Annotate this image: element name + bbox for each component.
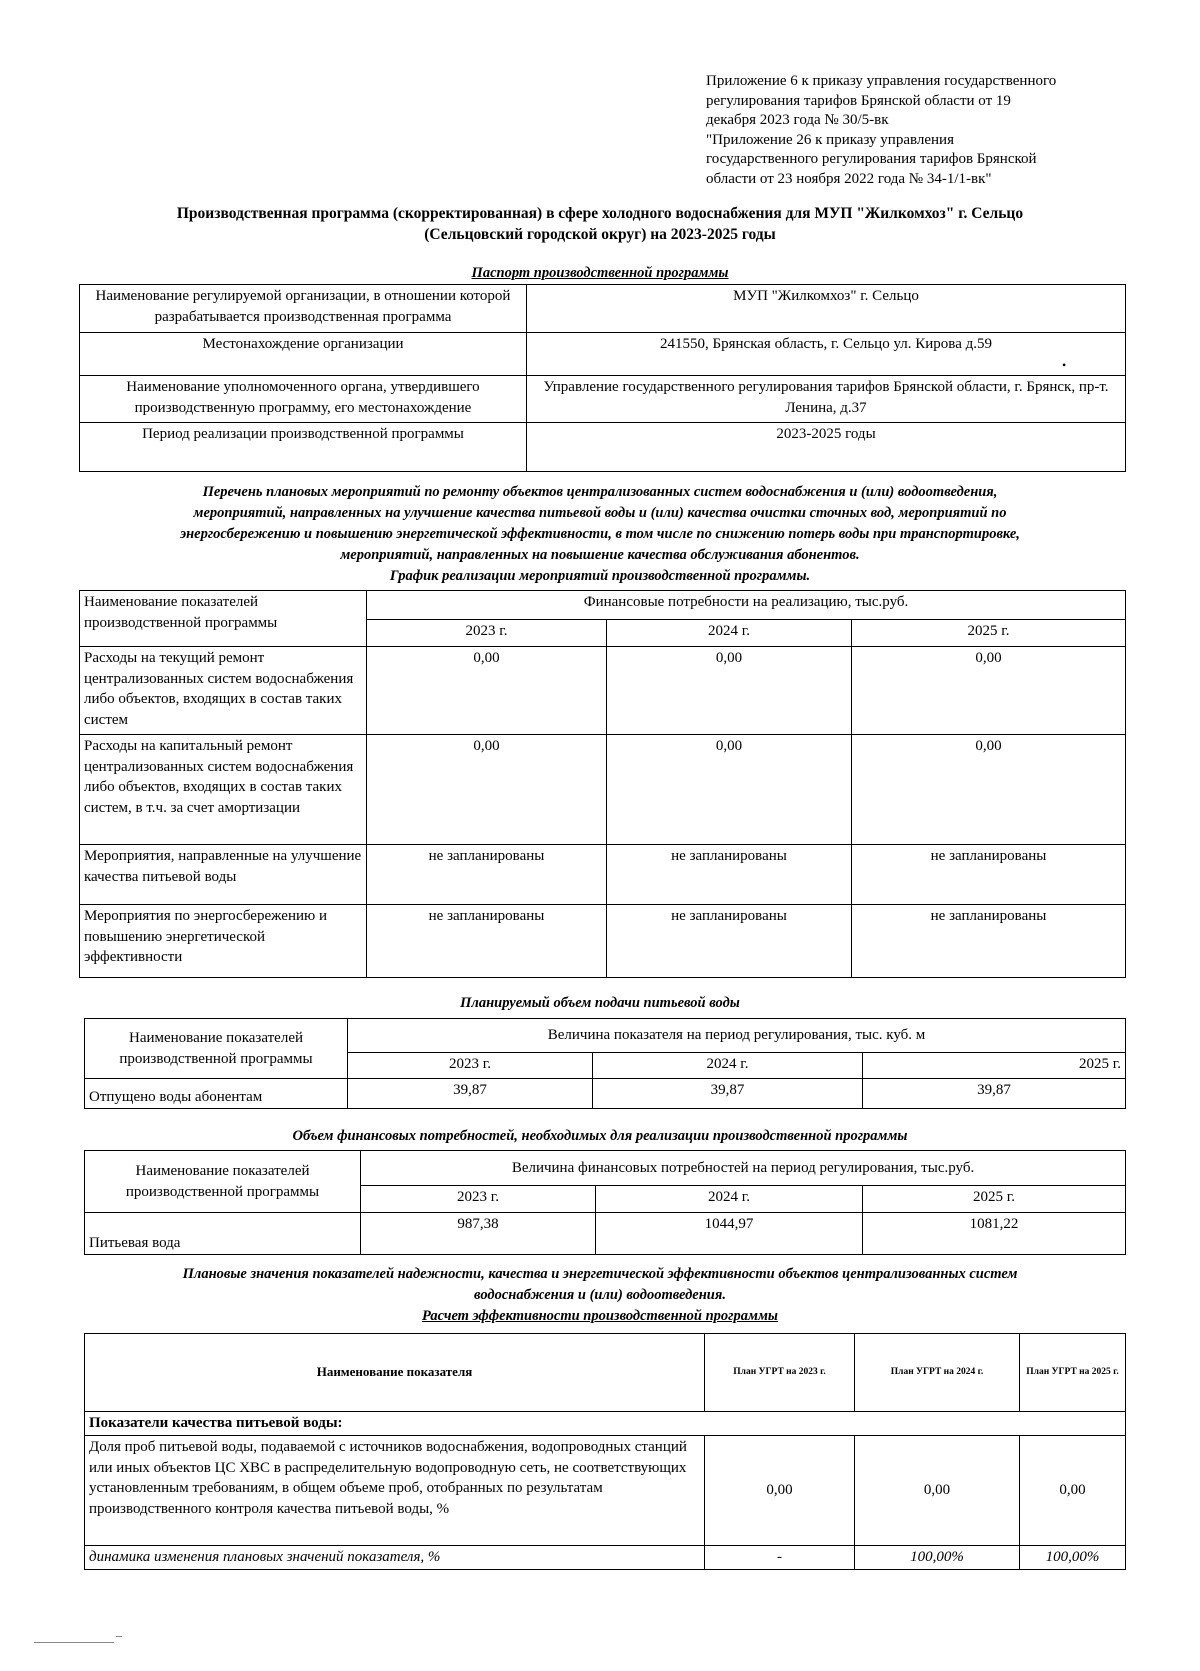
- year-2025: 2025 г.: [863, 1186, 1126, 1213]
- measures-caption: [90, 482, 1110, 587]
- year-2024: 2024 г.: [593, 1053, 863, 1079]
- finance-value: 1044,97: [596, 1213, 863, 1255]
- table-row: [85, 1436, 1126, 1546]
- plan-header-2023: План УГРТ на 2023 г.: [705, 1334, 855, 1412]
- passport-label: Период реализации производственной программы: [80, 423, 527, 472]
- year-2023: 2023 г.: [361, 1186, 596, 1213]
- volume-caption: [90, 993, 1110, 1014]
- volume-caption-text: Планируемый объем подачи питьевой воды: [460, 995, 740, 1011]
- passport-value: 2023-2025 годы: [527, 423, 1126, 472]
- finance-caption: [90, 1126, 1110, 1147]
- volume-value: 39,87: [593, 1079, 863, 1109]
- passport-label: Наименование уполномоченного органа, утвердившего производственную программу, его местонахождение: [80, 376, 527, 423]
- appendix-line: "Приложение 26 к приказу управления: [706, 131, 954, 148]
- table-row: [80, 647, 1126, 735]
- title-line: (Сельцовский городской округ) на 2023-2025 годы: [424, 226, 776, 243]
- appendix-line: государственного регулирования тарифов Брянской: [706, 151, 1037, 167]
- measure-value: не запланированы: [367, 905, 607, 978]
- finance-header-row: [85, 1151, 1126, 1186]
- measure-value: 0,00: [852, 735, 1126, 845]
- finance-value: 1081,22: [863, 1213, 1126, 1255]
- passport-row: [80, 376, 1126, 423]
- measure-value: 0,00: [607, 735, 852, 845]
- calc-caption: Расчет эффективности производственной программы: [422, 1308, 778, 1324]
- measure-value: не запланированы: [367, 845, 607, 905]
- year-2023: 2023 г.: [367, 620, 607, 647]
- scan-dot: •: [1062, 358, 1067, 372]
- measures-header-row: [80, 591, 1126, 620]
- volume-row-name: Отпущено воды абонентам: [85, 1079, 348, 1109]
- measure-value: 0,00: [367, 647, 607, 735]
- finance-header-name: Наименование показателей производственной программы: [85, 1151, 361, 1213]
- measures-table: [79, 590, 1126, 978]
- dynamics-value: 100,00%: [1020, 1546, 1126, 1570]
- measure-value: не запланированы: [852, 905, 1126, 978]
- passport-value: Управление государственного регулирования тарифов Брянской области, г. Брянск, пр-т. Ленина, д.37: [527, 376, 1126, 423]
- appendix-line: декабря 2023 года № 30/5-вк: [706, 112, 889, 128]
- year-2024: 2024 г.: [596, 1186, 863, 1213]
- dynamics-value: -: [705, 1546, 855, 1570]
- measures-caption-line: энергосбережению и повышению энергетической эффективности, в том числе по снижению потерь воды при транспортировке,: [180, 526, 1020, 542]
- finance-row-name: Питьевая вода: [85, 1213, 361, 1255]
- indicator-value: 0,00: [705, 1436, 855, 1546]
- measures-caption-line: Перечень плановых мероприятий по ремонту объектов централизованных систем водоснабжения и (или) водоотведения,: [202, 484, 998, 500]
- measure-value: 0,00: [852, 647, 1126, 735]
- passport-value: МУП "Жилкомхоз" г. Сельцо: [527, 285, 1126, 333]
- plan-header-2025: План УГРТ на 2025 г.: [1020, 1334, 1126, 1412]
- table-row: [80, 905, 1126, 978]
- footer-rule: [34, 1642, 114, 1643]
- plan-header-2024: План УГРТ на 2024 г.: [855, 1334, 1020, 1412]
- finance-value: 987,38: [361, 1213, 596, 1255]
- measures-caption-line: мероприятий, направленных на улучшение качества питьевой воды и (или) качества очистки сточных вод, мероприятий по: [193, 505, 1007, 521]
- title-line: Производственная программа (скорректированная) в сфере холодного водоснабжения для МУП "Жилкомхоз" г. Сельцо: [176, 205, 1024, 222]
- volume-header-group: Величина показателя на период регулирования, тыс. куб. м: [348, 1019, 1126, 1053]
- measure-value: 0,00: [367, 735, 607, 845]
- year-2023: 2023 г.: [348, 1053, 593, 1079]
- indicator-name: Доля проб питьевой воды, подаваемой с источников водоснабжения, водопроводных станций или иных объектов ЦС ХВС в распределительную водопроводную сеть, не соответствующих установленным требованиям, в общем объеме проб, отобранных по результатам производственного контроля качества питьевой воды, %: [85, 1436, 705, 1546]
- volume-value: 39,87: [863, 1079, 1126, 1109]
- efficiency-table: [84, 1333, 1126, 1570]
- measure-name: Мероприятия по энергосбережению и повышению энергетической эффективности: [80, 905, 367, 978]
- table-row: [80, 845, 1126, 905]
- volume-header-name: Наименование показателей производственной программы: [85, 1019, 348, 1079]
- measure-value: не запланированы: [607, 845, 852, 905]
- document-title: [90, 203, 1110, 245]
- measure-value: не запланированы: [607, 905, 852, 978]
- passport-value: 241550, Брянская область, г. Сельцо ул. Кирова д.59: [527, 333, 1126, 376]
- schedule-caption: График реализации мероприятий производственной программы.: [389, 568, 811, 584]
- passport-row: [80, 423, 1126, 472]
- efficiency-header-name: Наименование показателя: [85, 1334, 705, 1412]
- measure-value: не запланированы: [852, 845, 1126, 905]
- appendix-line: регулирования тарифов Брянской области от 19: [706, 92, 1011, 109]
- efficiency-caption-line: водоснабжения и (или) водоотведения.: [474, 1287, 726, 1303]
- table-row: [80, 735, 1126, 845]
- volume-header-row: [85, 1019, 1126, 1053]
- measure-name: Мероприятия, направленные на улучшение качества питьевой воды: [80, 845, 367, 905]
- footer-mark: [116, 1636, 122, 1637]
- passport-row: [80, 285, 1126, 333]
- passport-label: Местонахождение организации: [80, 333, 527, 376]
- efficiency-header-row: [85, 1334, 1126, 1412]
- finance-header-group: Величина финансовых потребностей на период регулирования, тыс.руб.: [361, 1151, 1126, 1186]
- passport-caption: [90, 263, 1110, 284]
- efficiency-caption-line: Плановые значения показателей надежности, качества и энергетической эффективности объектов централизованных систем: [182, 1266, 1018, 1282]
- volume-table: [84, 1018, 1126, 1109]
- measures-header-group: Финансовые потребности на реализацию, тыс.руб.: [367, 591, 1126, 620]
- finance-caption-text: Объем финансовых потребностей, необходимых для реализации производственной программы: [292, 1128, 908, 1144]
- indicator-value: 0,00: [855, 1436, 1020, 1546]
- passport-caption-text: Паспорт производственной программы: [471, 265, 729, 281]
- section-title: Показатели качества питьевой воды:: [85, 1412, 1126, 1436]
- year-2025: 2025 г.: [852, 620, 1126, 647]
- year-2024: 2024 г.: [607, 620, 852, 647]
- table-row: [85, 1546, 1126, 1570]
- appendix-line: области от 23 ноября 2022 года № 34-1/1-вк": [706, 170, 992, 187]
- year-2025: 2025 г.: [863, 1053, 1126, 1079]
- finance-table: [84, 1150, 1126, 1255]
- efficiency-caption: [90, 1264, 1110, 1327]
- measures-caption-line: мероприятий, направленных на повышение качества обслуживания абонентов.: [340, 547, 860, 563]
- table-row: [85, 1079, 1126, 1109]
- measures-header-name: Наименование показателей производственной программы: [80, 591, 367, 647]
- section-row: [85, 1412, 1126, 1436]
- measure-name: Расходы на капитальный ремонт централизованных систем водоснабжения либо объектов, входящих в состав таких систем, в т.ч. за счет амортизации: [80, 735, 367, 845]
- measure-name: Расходы на текущий ремонт централизованных систем водоснабжения либо объектов, входящих в состав таких систем: [80, 647, 367, 735]
- dynamics-value: 100,00%: [855, 1546, 1020, 1570]
- passport-label: Наименование регулируемой организации, в отношении которой разрабатывается производственная программа: [80, 285, 527, 333]
- volume-value: 39,87: [348, 1079, 593, 1109]
- measure-value: 0,00: [607, 647, 852, 735]
- table-row: [85, 1213, 1126, 1255]
- dynamics-name: динамика изменения плановых значений показателя, %: [85, 1546, 705, 1570]
- passport-table: [79, 284, 1126, 472]
- indicator-value: 0,00: [1020, 1436, 1126, 1546]
- appendix-reference: [706, 72, 1106, 189]
- appendix-line: Приложение 6 к приказу управления государственного: [706, 73, 1057, 89]
- passport-row: [80, 333, 1126, 376]
